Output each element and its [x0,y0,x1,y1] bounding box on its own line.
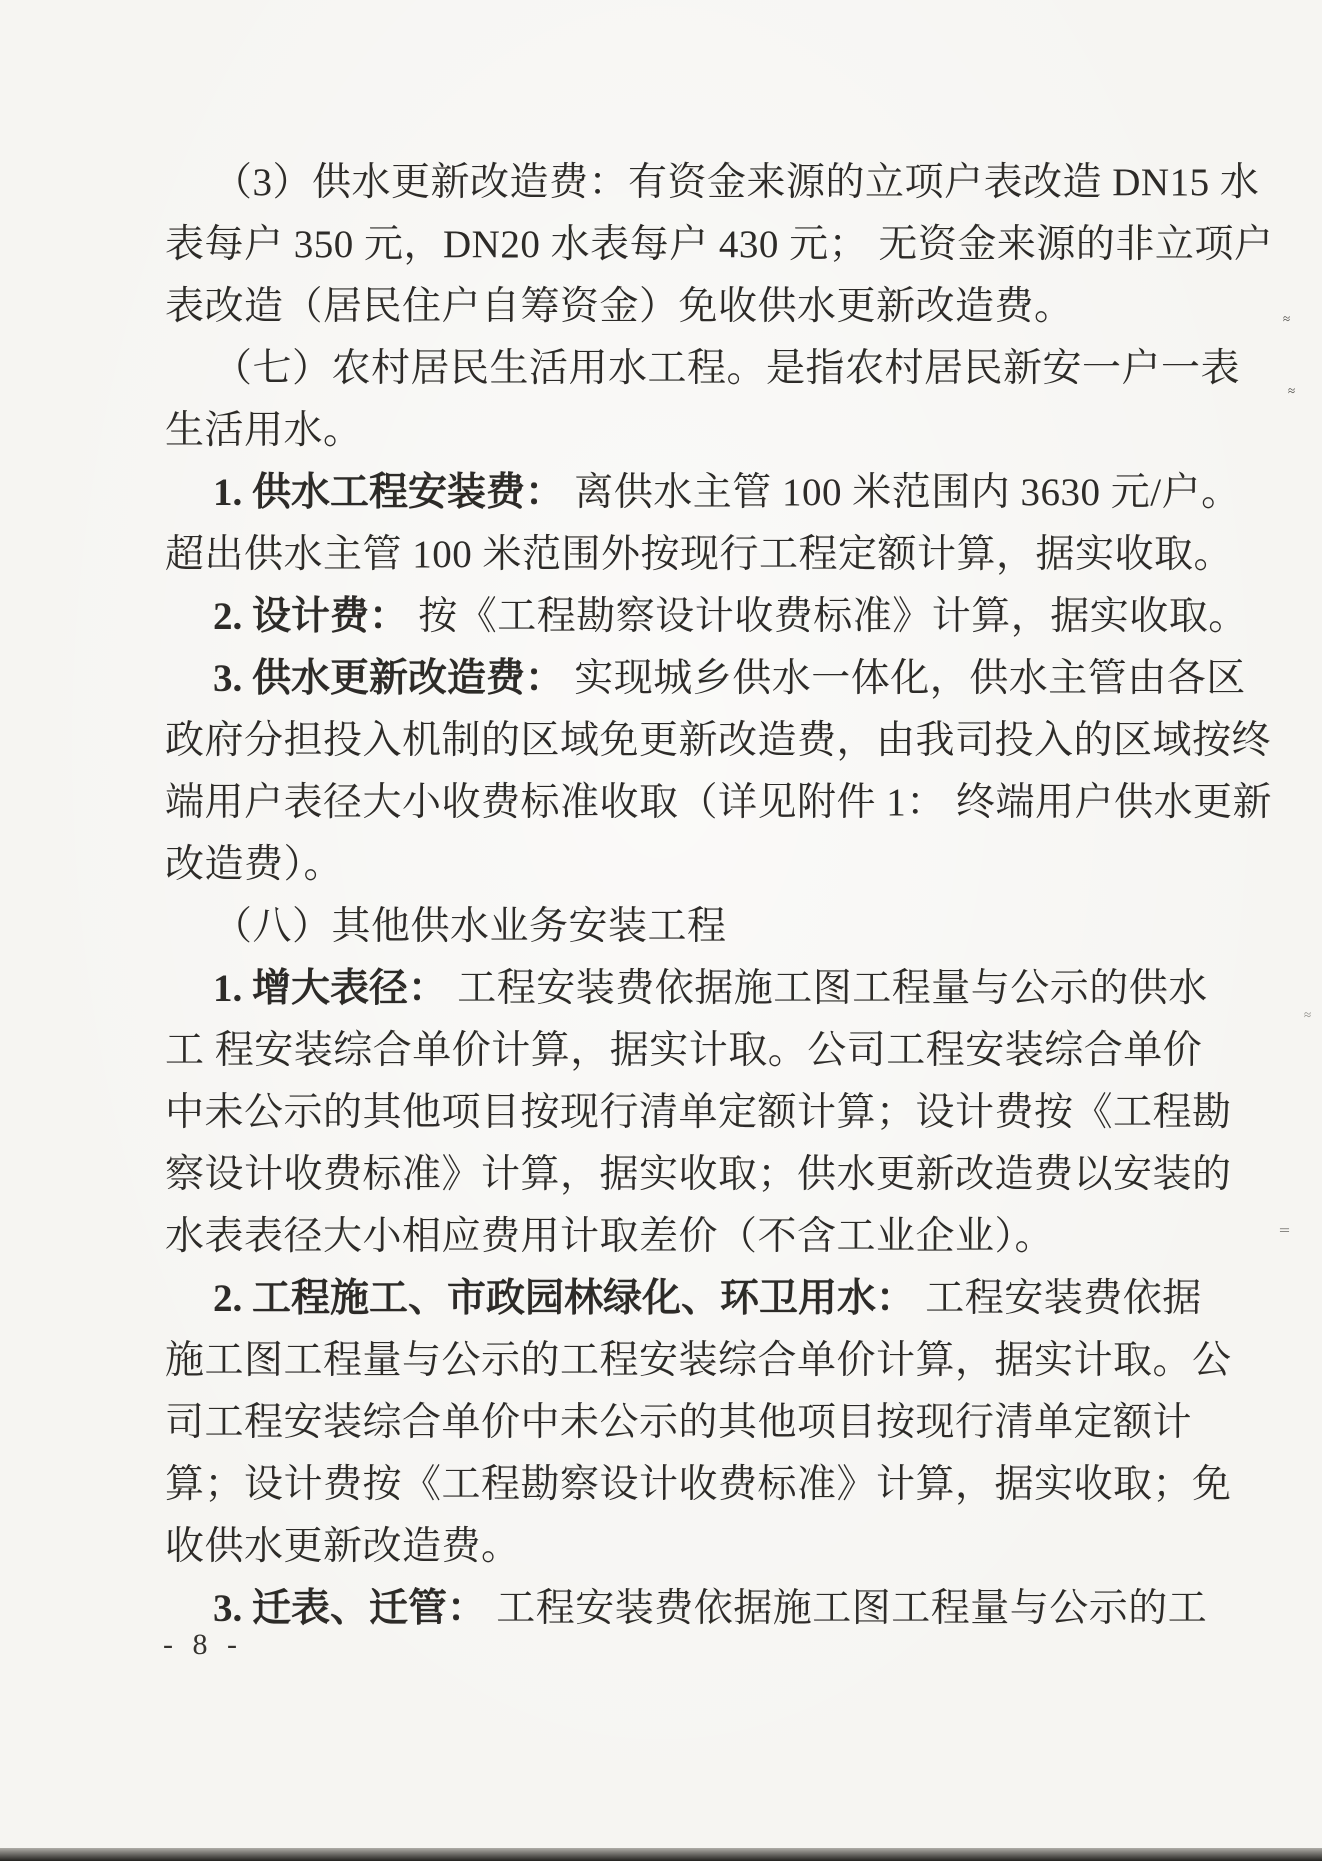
document-lines [165,152,1273,1640]
text-segment: 离供水主管 100 米范围内 3630 元/户。 [564,471,1241,514]
text-line [165,1578,1273,1640]
text-segment: 工程安装费依据施工图工程量与公示的工 [486,1587,1208,1630]
text-segment: 表改造（居民住户自筹资金）免收供水更新改造费。 [165,285,1074,328]
text-line [165,1516,1273,1578]
text-line [165,214,1273,276]
scan-speck: ≈ [1288,383,1296,398]
text-segment-bold: 3. 迁表、迁管： [213,1587,487,1630]
text-segment: 算；设计费按《工程勘察设计收费标准》计算，据实收取；免 [165,1463,1232,1506]
text-segment: 司工程安装综合单价中未公示的其他项目按现行清单定额计 [165,1401,1193,1444]
text-segment: 端用户表径大小收费标准收取（详见附件 1： 终端用户供水更新 [165,781,1273,824]
text-line [165,152,1273,214]
text-line [165,1144,1273,1206]
text-segment: 实现城乡供水一体化，供水主管由各区 [564,657,1246,700]
text-line [165,338,1273,400]
text-segment-bold: 2. 设计费： [213,595,409,638]
text-line [165,276,1273,338]
text-segment: （八）其他供水业务安装工程 [213,905,727,948]
text-line [165,1268,1273,1330]
text-line [165,462,1273,524]
scan-speck: ＝ [1278,1223,1292,1238]
text-line [165,1454,1273,1516]
text-line [165,1020,1273,1082]
text-segment: 工 程安装综合单价计算，据实计取。公司工程安装综合单价 [165,1029,1203,1072]
text-segment-bold: 2. 工程施工、市政园林绿化、环卫用水： [213,1277,916,1320]
text-segment-bold: 1. 增大表径： [213,967,448,1010]
scan-speck: ≈ [1304,1007,1312,1022]
text-segment: 察设计收费标准》计算，据实收取；供水更新改造费以安装的 [165,1153,1232,1196]
text-segment: 政府分担投入机制的区域免更新改造费，由我司投入的区域按终 [165,719,1272,762]
text-line [165,1392,1273,1454]
page-number: - 8 - [163,1628,243,1661]
text-segment: 表每户 350 元，DN20 水表每户 430 元； 无资金来源的非立项户 [165,223,1274,266]
text-segment: 改造费）。 [165,843,344,886]
text-line [165,772,1273,834]
text-line [165,958,1273,1020]
text-line [165,586,1273,648]
text-segment: （七）农村居民生活用水工程。是指农村居民新安一户一表 [213,347,1241,390]
text-line [165,400,1273,462]
text-segment-bold: 1. 供水工程安装费： [213,471,565,514]
text-line [165,648,1273,710]
text-segment: 工程安装费依据 [915,1277,1202,1320]
text-segment: 生活用水。 [165,409,363,452]
text-segment: 收供水更新改造费。 [165,1525,521,1568]
text-line [165,1330,1273,1392]
scan-speck: ≈ [1283,311,1291,326]
text-segment: （3）供水更新改造费：有资金来源的立项户表改造 DN15 水 [213,161,1260,204]
text-segment-bold: 3. 供水更新改造费： [213,657,565,700]
scanner-bottom-edge-shadow [0,1848,1322,1861]
text-line [165,896,1273,958]
text-line [165,524,1273,586]
text-segment: 超出供水主管 100 米范围外按现行工程定额计算，据实收取。 [165,533,1234,576]
text-segment: 施工图工程量与公示的工程安装综合单价计算，据实计取。公 [165,1339,1232,1382]
text-line [165,834,1273,896]
text-segment: 水表表径大小相应费用计取差价（不含工业企业）。 [165,1215,1055,1258]
text-line [165,1082,1273,1144]
text-segment: 按《工程勘察设计收费标准》计算，据实收取。 [408,595,1248,638]
text-segment: 中未公示的其他项目按现行清单定额计算；设计费按《工程勘 [165,1091,1232,1134]
text-segment: 工程安装费依据施工图工程量与公示的供水 [447,967,1208,1010]
text-line [165,710,1273,772]
text-line [165,1206,1273,1268]
